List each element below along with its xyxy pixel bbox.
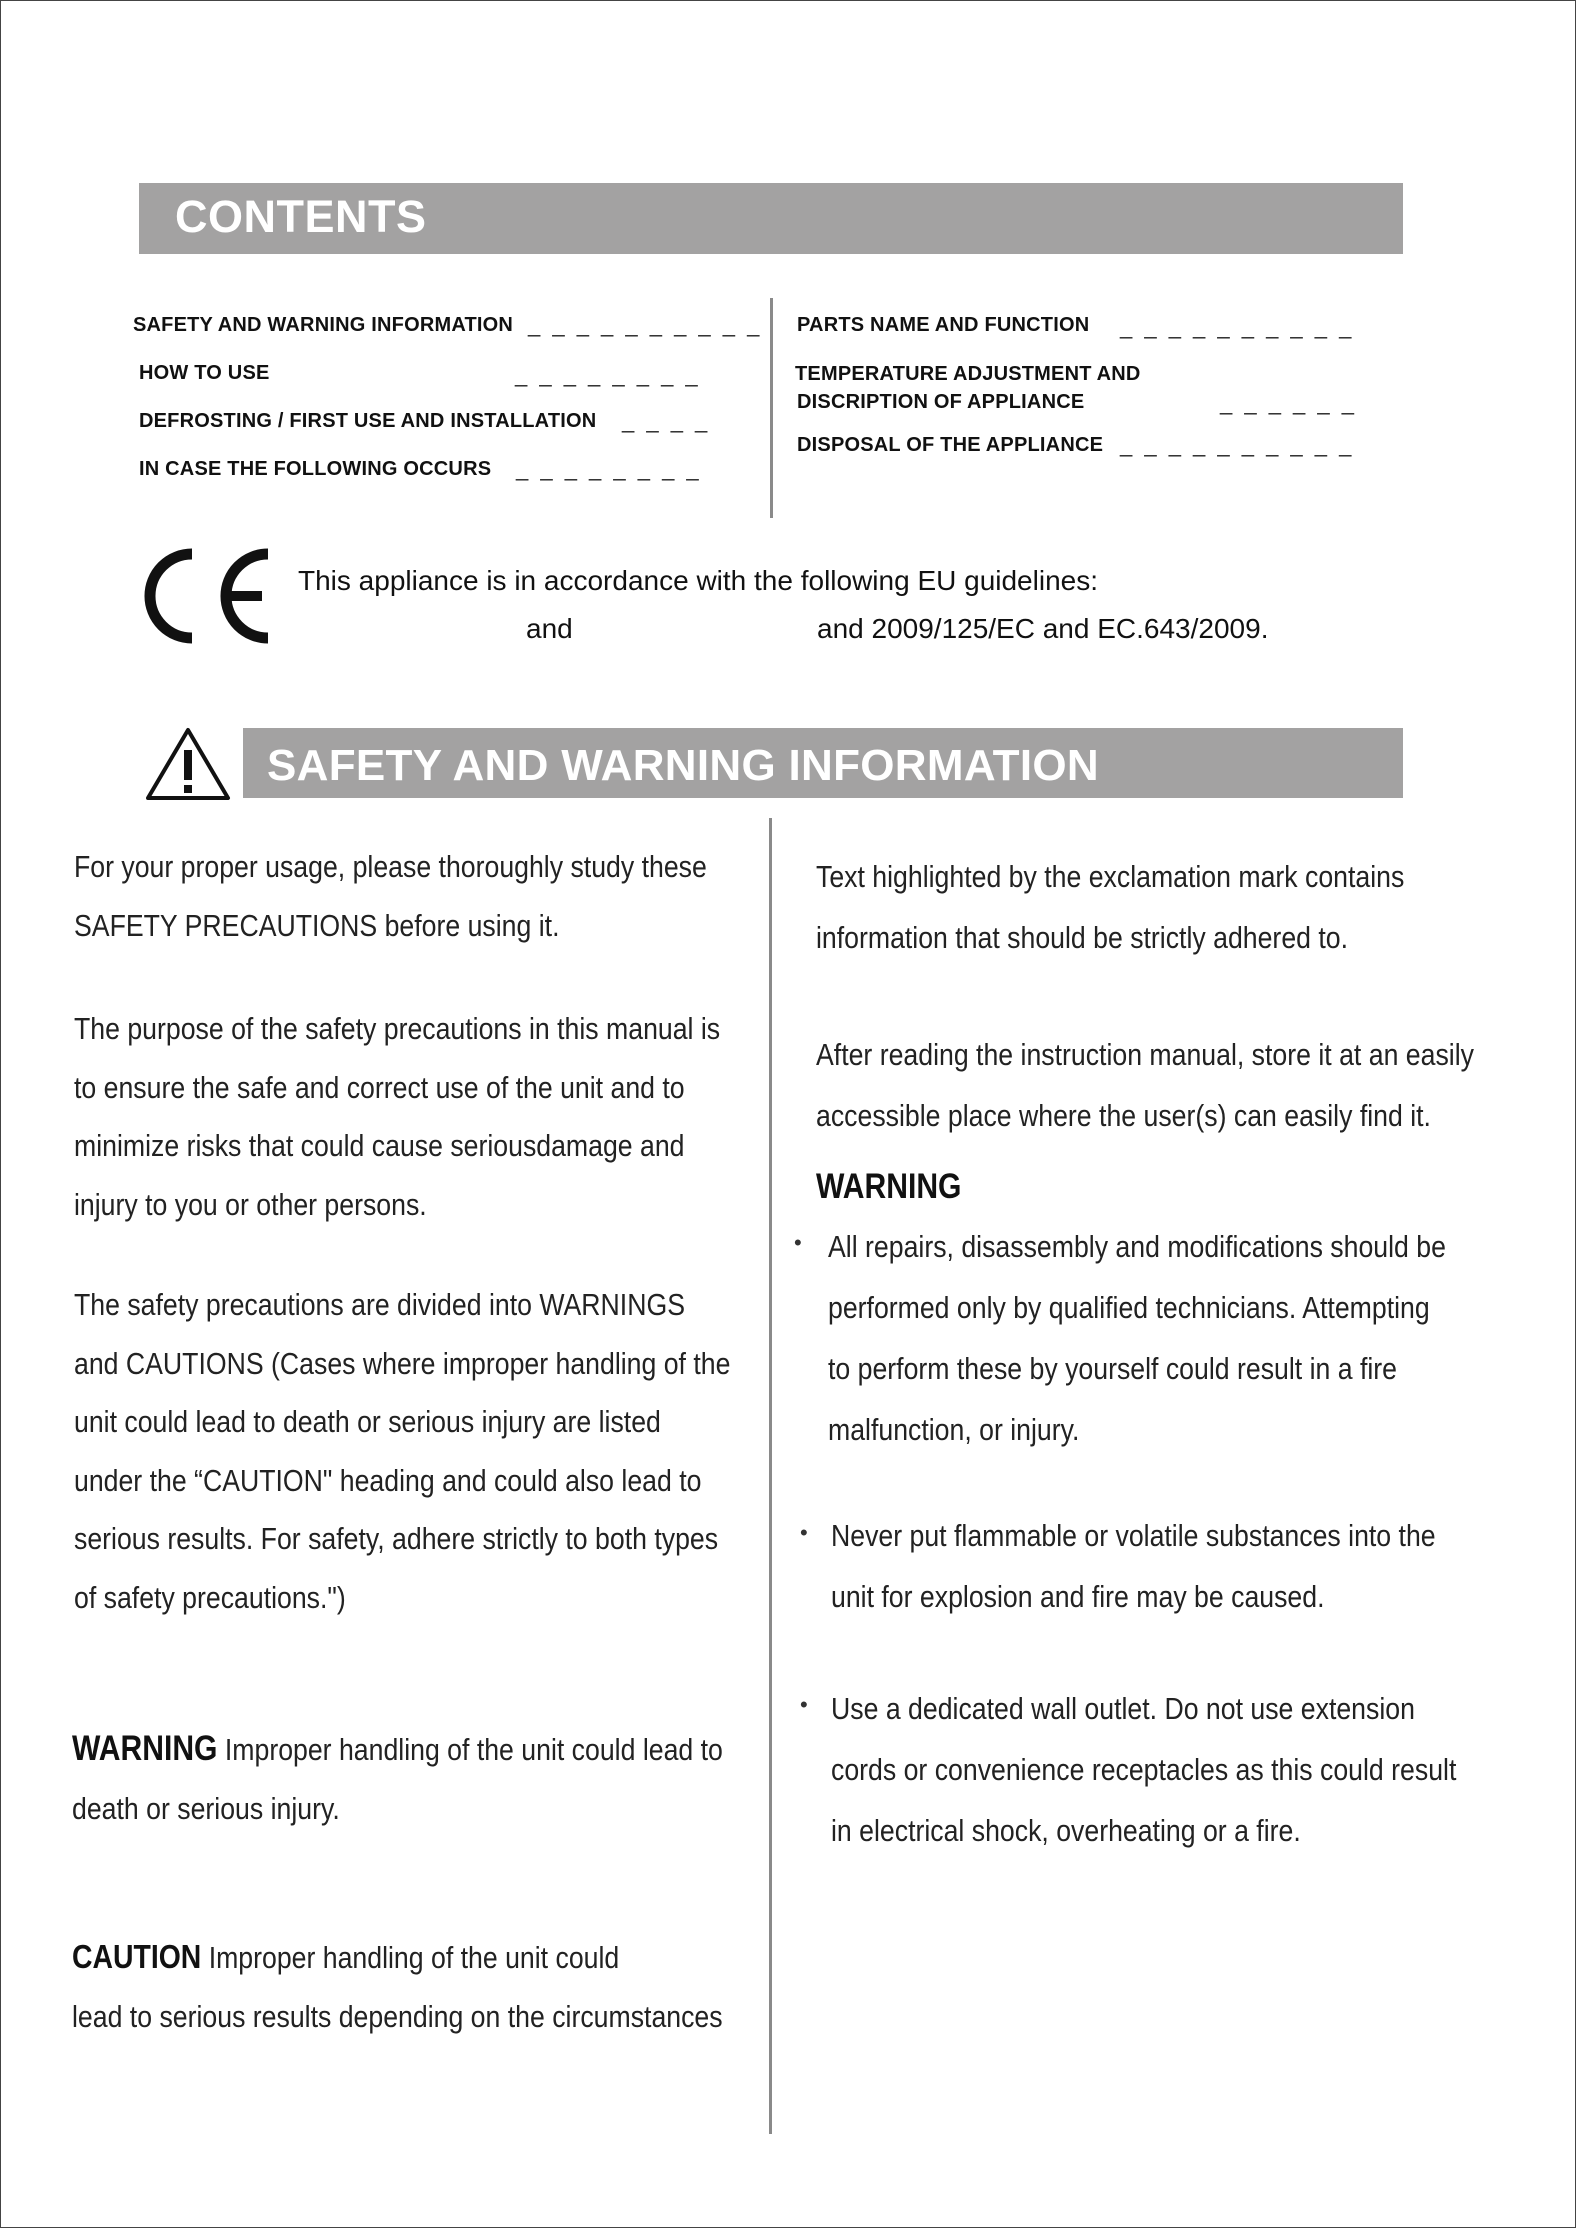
toc-divider — [770, 298, 773, 518]
warning-definition: WARNING Improper handling of the unit could lead to death or serious injury. — [72, 1729, 723, 1826]
column-divider — [769, 818, 772, 2134]
warning-triangle-icon — [144, 726, 232, 802]
contents-banner — [139, 183, 1403, 254]
toc-item-how-to-use[interactable]: HOW TO USE — [139, 362, 270, 384]
ce-mark-icon — [134, 548, 274, 644]
toc-leader: _ _ _ _ _ _ — [1220, 390, 1357, 415]
toc-leader: _ _ _ _ _ _ _ _ _ _ — [1120, 314, 1355, 339]
bullet-dot: • — [800, 1692, 808, 1717]
safety-banner — [243, 728, 1403, 798]
caution-definition: CAUTION Improper handling of the unit could lead to serious results depending on the circumstances — [72, 1938, 723, 2034]
warning-heading: WARNING — [816, 1167, 962, 1206]
storage-note: After reading the instruction manual, store it at an easily accessible place where the user(s) can easily find it. — [816, 1037, 1474, 1133]
purpose-paragraph: The purpose of the safety precautions in this manual is to ensure the safe and correct use of the unit and to minimize risks that could cause seriousdamage and injury to you or other persons. — [74, 1011, 721, 1222]
toc-leader: _ _ _ _ _ _ _ _ _ _ — [1120, 432, 1355, 457]
toc-item-description[interactable]: DISCRIPTION OF APPLIANCE — [797, 391, 1085, 413]
bullet-dot: • — [800, 1520, 808, 1545]
toc-leader: _ _ _ _ _ _ _ _ — [516, 456, 702, 481]
ce-and: and — [526, 613, 573, 644]
ce-regulations: and 2009/125/EC and EC.643/2009. — [817, 613, 1269, 644]
highlight-note: Text highlighted by the exclamation mark contains information that should be strictly adhered to. — [816, 859, 1405, 955]
contents-title: CONTENTS — [175, 191, 427, 242]
caution-label: CAUTION — [72, 1938, 202, 1975]
warning-label: WARNING — [72, 1729, 218, 1768]
toc-item-in-case[interactable]: IN CASE THE FOLLOWING OCCURS — [139, 458, 492, 480]
safety-title: SAFETY AND WARNING INFORMATION — [267, 741, 1099, 790]
toc-item-parts[interactable]: PARTS NAME AND FUNCTION — [797, 314, 1090, 336]
warning-bullet-flammable: Never put flammable or volatile substances into the unit for explosion and fire may be caused. — [831, 1518, 1436, 1614]
toc-item-temperature[interactable]: TEMPERATURE ADJUSTMENT AND — [795, 363, 1141, 385]
toc-leader: _ _ _ _ — [622, 408, 711, 433]
precautions-paragraph: The safety precautions are divided into WARNINGS and CAUTIONS (Cases where improper handling of the unit could lead to death or serious injury are listed under the “CAUTION" heading and could also lead to serious results. For safety, adhere strictly to both types of safety precautions.") — [74, 1287, 731, 1615]
toc-item-safety[interactable]: SAFETY AND WARNING INFORMATION — [133, 314, 514, 336]
intro-paragraph: For your proper usage, please thoroughly study these SAFETY PRECAUTIONS before using it. — [74, 849, 707, 943]
bullet-dot: • — [794, 1230, 802, 1255]
warning-bullet-repairs: All repairs, disassembly and modifications should be performed only by qualified technicians. Attempting to perform these by yourself could result in a fire malfunction, or injury. — [828, 1229, 1446, 1447]
toc-item-disposal[interactable]: DISPOSAL OF THE APPLIANCE — [797, 434, 1104, 456]
toc-item-defrosting[interactable]: DEFROSTING / FIRST USE AND INSTALLATION — [139, 410, 597, 432]
toc-leader: _ _ _ _ _ _ _ _ _ _ — [528, 312, 763, 337]
ce-statement: This appliance is in accordance with the following EU guidelines: — [298, 565, 1098, 596]
warning-bullet-outlet: Use a dedicated wall outlet. Do not use extension cords or convenience receptacles as this could result in electrical shock, overheating or a fire. — [831, 1691, 1457, 1848]
toc-leader: _ _ _ _ _ _ _ _ — [515, 362, 701, 387]
